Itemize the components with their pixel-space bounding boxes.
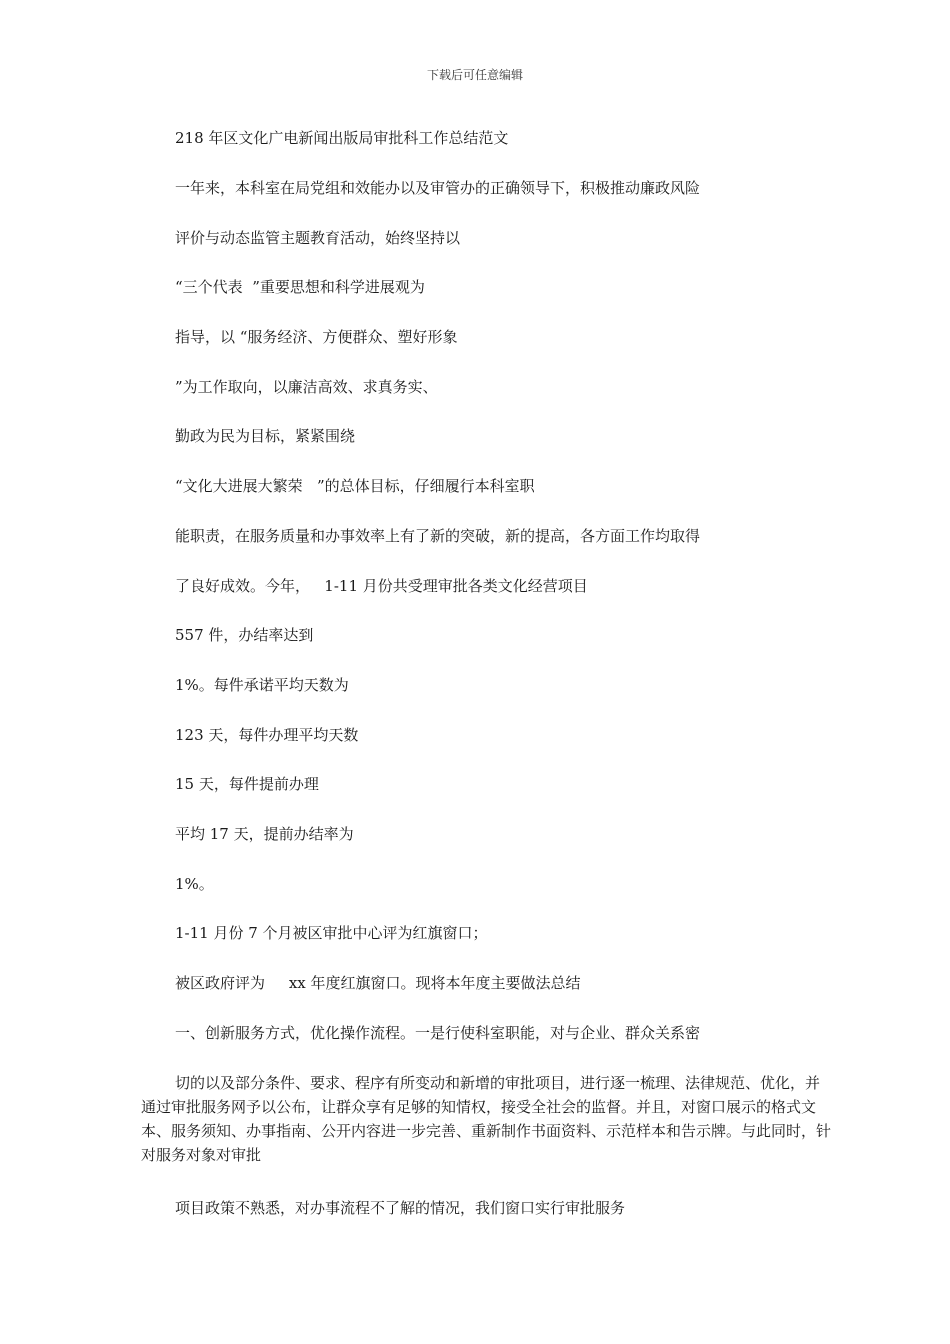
text-line: 一、创新服务方式，优化操作流程。一是行使科室职能，对与企业、群众关系密 (175, 1024, 701, 1042)
text-line: 15 天，每件提前办理 (175, 775, 319, 793)
text-line: 557 件，办结率达到 (175, 626, 314, 644)
text-line: 了良好成效。今年， 1-11 月份共受理审批各类文化经营项目 (175, 577, 588, 595)
text-line: 1%。 (175, 875, 214, 893)
body-paragraph: 切的以及部分条件、要求、程序有所变动和新增的审批项目，进行逐一梳理、法律规范、优化，并通过审批服务网予以公布，让群众享有足够的知情权，接受全社会的监督。并且，对窗口展示的格式文本、服务须知、办事指南、公开内容进一步完善、重新制作书面资料、示范样本和告示牌。与此同时，针对服务对象对审批 (141, 1074, 832, 1164)
text-line: 一年来，本科室在局党组和效能办以及审管办的正确领导下，积极推动廉政风险 (175, 179, 701, 197)
text-line: ”为工作取向，以廉洁高效、求真务实、 (175, 378, 438, 396)
text-line: 1%。每件承诺平均天数为 (175, 676, 349, 694)
text-line: 被区政府评为 xx 年度红旗窗口。现将本年度主要做法总结 (175, 974, 581, 992)
text-line: 123 天，每件办理平均天数 (175, 726, 359, 744)
document-title: 218 年区文化广电新闻出版局审批科工作总结范文 (175, 129, 509, 147)
text-line: 评价与动态监管主题教育活动，始终坚持以 (175, 229, 461, 247)
page-header: 下载后可任意编辑 (426, 68, 523, 82)
text-line: 能职责，在服务质量和办事效率上有了新的突破，新的提高，各方面工作均取得 (175, 527, 701, 545)
text-line: “三个代表 ”重要思想和科学进展观为 (175, 278, 425, 296)
text-line: 勤政为民为目标，紧紧围绕 (175, 427, 356, 445)
text-line: “文化大进展大繁荣 ”的总体目标，仔细履行本科室职 (175, 477, 535, 495)
text-line: 1-11 月份 7 个月被区审批中心评为红旗窗口； (175, 924, 488, 942)
text-line: 平均 17 天，提前办结率为 (175, 825, 354, 843)
text-line: 指导，以 “服务经济、方便群众、塑好形象 (175, 328, 458, 346)
text-line: 项目政策不熟悉，对办事流程不了解的情况，我们窗口实行审批服务 (175, 1199, 626, 1217)
